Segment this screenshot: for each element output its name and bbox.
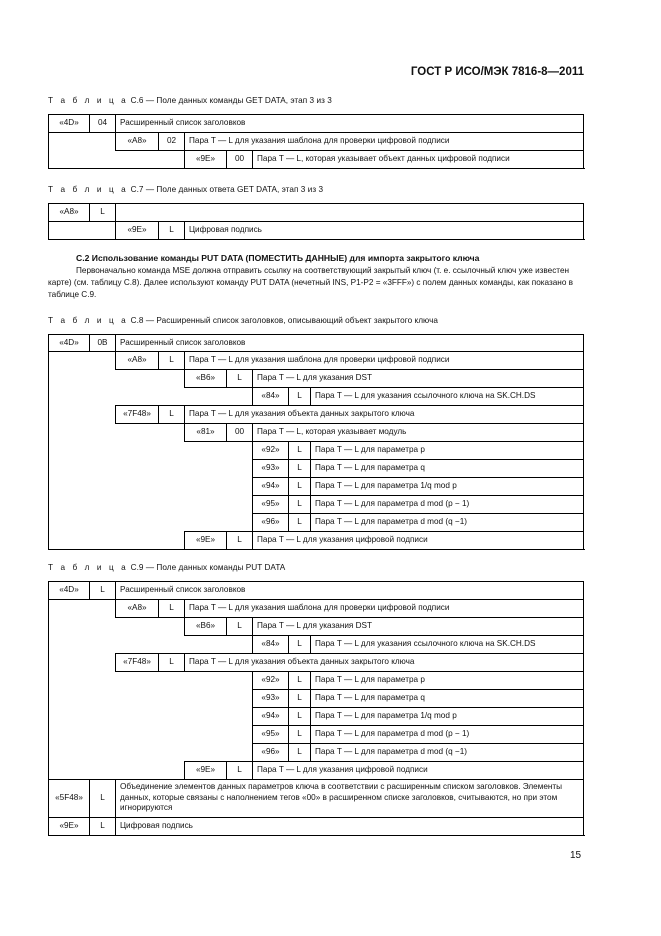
tag-cell: «95» xyxy=(252,495,288,513)
table-row xyxy=(48,725,584,743)
rule-line xyxy=(115,150,584,151)
value-cell: Пара T — L для указания шаблона для проверки цифровой подписи xyxy=(184,599,584,617)
value-cell: Пара T — L для указания объекта данных закрытого ключа xyxy=(184,405,584,423)
tag-cell: «92» xyxy=(252,671,288,689)
table-row xyxy=(48,351,584,369)
value-cell: Пара T — L для параметра q xyxy=(310,459,584,477)
tag-cell: «7F48» xyxy=(115,653,158,671)
value-cell: Пара T — L для указания цифровой подписи xyxy=(252,531,584,549)
tag-cell: «9E» xyxy=(184,531,226,549)
length-cell: L xyxy=(288,725,310,743)
value-cell: Пара T — L для указания шаблона для проверки цифровой подписи xyxy=(184,132,584,150)
tag-cell: «7F48» xyxy=(115,405,158,423)
rule-line xyxy=(184,761,584,762)
rule-line xyxy=(252,689,584,690)
caption-label: Т а б л и ц а xyxy=(48,185,129,194)
value-cell: Пара T — L для параметра 1/q mod p xyxy=(310,707,584,725)
rule-line xyxy=(184,387,584,388)
rule-line xyxy=(115,369,584,370)
tag-cell: «84» xyxy=(252,387,288,405)
length-cell: L xyxy=(288,441,310,459)
left-border xyxy=(48,334,49,549)
value-cell: Пара T — L для указания DST xyxy=(252,617,584,635)
rule-line xyxy=(252,743,584,744)
table-row xyxy=(48,531,584,549)
tag-cell: «B6» xyxy=(184,617,226,635)
table-row xyxy=(48,779,584,817)
caption-text: C.9 — Поле данных команды PUT DATA xyxy=(130,563,286,572)
tag-cell: «93» xyxy=(252,459,288,477)
caption-text: C.6 — Поле данных команды GET DATA, этап 3 из 3 xyxy=(130,96,332,105)
page-number: 15 xyxy=(570,850,582,861)
rule-line xyxy=(115,671,584,672)
value-cell xyxy=(115,203,584,221)
tag-cell: «96» xyxy=(252,513,288,531)
value-cell: Расширенный список заголовков xyxy=(115,114,584,132)
tag-cell: «4D» xyxy=(48,334,89,351)
rule-line xyxy=(48,835,585,836)
table-row xyxy=(48,114,584,132)
value-cell: Пара T — L для параметра q xyxy=(310,689,584,707)
table-row xyxy=(48,761,584,779)
length-cell: L xyxy=(288,477,310,495)
length-cell: 0B xyxy=(89,334,115,351)
caption-label: Т а б л и ц а xyxy=(48,563,129,572)
tag-cell: «81» xyxy=(184,423,226,441)
table-row xyxy=(48,617,584,635)
value-cell: Пара T — L, которая указывает объект данных цифровой подписи xyxy=(252,150,584,168)
length-cell: L xyxy=(288,689,310,707)
table-row xyxy=(48,387,584,405)
tag-cell: «95» xyxy=(252,725,288,743)
rule-line xyxy=(48,599,584,600)
table-c9 xyxy=(48,581,584,835)
tag-cell: «4D» xyxy=(48,114,89,132)
value-cell: Пара T — L для указания ссылочного ключа на SK.CH.DS xyxy=(310,387,584,405)
rule-line xyxy=(252,513,584,514)
rule-line xyxy=(115,423,584,424)
table-row xyxy=(48,817,584,835)
value-cell: Пара T — L, которая указывает модуль xyxy=(252,423,584,441)
section-paragraph xyxy=(48,265,584,301)
value-cell: Пара T — L для указания объекта данных закрытого ключа xyxy=(184,653,584,671)
table-row xyxy=(48,743,584,761)
length-cell: L xyxy=(89,779,115,817)
tag-cell: «A8» xyxy=(115,599,158,617)
table-row xyxy=(48,150,584,168)
length-cell: L xyxy=(158,405,184,423)
table-row xyxy=(48,495,584,513)
tag-cell: «A8» xyxy=(115,351,158,369)
rule-line xyxy=(252,725,584,726)
rule-line xyxy=(115,617,584,618)
value-cell: Пара T — L для указания цифровой подписи xyxy=(252,761,584,779)
table-row xyxy=(48,635,584,653)
value-cell: Пара T — L для параметра p xyxy=(310,671,584,689)
rule-line xyxy=(48,351,584,352)
value-cell: Пара T — L для параметра 1/q mod p xyxy=(310,477,584,495)
length-cell: L xyxy=(288,387,310,405)
tag-cell: «96» xyxy=(252,743,288,761)
tag-cell: «5F48» xyxy=(48,779,89,817)
table-c9-caption xyxy=(48,563,285,572)
length-cell: L xyxy=(288,743,310,761)
length-cell: L xyxy=(288,707,310,725)
table-row xyxy=(48,423,584,441)
table-row xyxy=(48,513,584,531)
rule-line xyxy=(48,779,584,780)
rule-line xyxy=(48,168,585,169)
value-cell: Расширенный список заголовков xyxy=(115,581,584,599)
length-cell: L xyxy=(158,351,184,369)
left-border xyxy=(48,581,49,835)
rule-line xyxy=(252,495,584,496)
rule-line xyxy=(48,581,584,582)
rule-line xyxy=(252,707,584,708)
value-cell: Пара T — L для параметра d mod (q −1) xyxy=(310,513,584,531)
section-heading: C.2 Использование команды PUT DATA (ПОМЕСТИТЬ ДАННЫЕ) для импорта закрытого ключа xyxy=(76,253,480,263)
table-row xyxy=(48,441,584,459)
tag-cell: «A8» xyxy=(115,132,158,150)
value-cell: Пара T — L для указания шаблона для проверки цифровой подписи xyxy=(184,351,584,369)
length-cell: L xyxy=(158,599,184,617)
rule-line xyxy=(184,635,584,636)
rule-line xyxy=(252,459,584,460)
length-cell: L xyxy=(226,761,252,779)
rule-line xyxy=(184,531,584,532)
tag-cell: «84» xyxy=(252,635,288,653)
table-c8 xyxy=(48,334,584,549)
value-cell: Объединение элементов данных параметров ключа в соответствии с расширенным списком заголовков. Элементы данных, которые связаны с наполнением тегов «00» в расширенном списке заголовков, считываются, но при этом игнорируются xyxy=(115,779,584,817)
table-c7-caption xyxy=(48,185,323,194)
table-row xyxy=(48,221,584,239)
rule-line xyxy=(115,653,584,654)
left-border xyxy=(48,203,49,239)
length-cell: L xyxy=(288,495,310,513)
table-row xyxy=(48,203,584,221)
table-c6-caption xyxy=(48,96,332,105)
table-row xyxy=(48,599,584,617)
rule-line xyxy=(48,549,585,550)
length-cell: 00 xyxy=(226,423,252,441)
tag-cell: «9E» xyxy=(184,761,226,779)
document-header: ГОСТ Р ИСО/МЭК 7816-8—2011 xyxy=(410,66,584,78)
table-row xyxy=(48,653,584,671)
rule-line xyxy=(48,817,584,818)
length-cell: L xyxy=(89,817,115,835)
table-row xyxy=(48,334,584,351)
table-c6 xyxy=(48,114,584,168)
tag-cell: «9E» xyxy=(184,150,226,168)
length-cell: 04 xyxy=(89,114,115,132)
table-row xyxy=(48,477,584,495)
rule-line xyxy=(48,221,584,222)
length-cell: L xyxy=(288,513,310,531)
tag-cell: «9E» xyxy=(48,817,89,835)
caption-text: C.8 — Расширенный список заголовков, описывающий объект закрытого ключа xyxy=(130,316,438,325)
table-row xyxy=(48,369,584,387)
length-cell: L xyxy=(288,635,310,653)
rule-line xyxy=(48,239,585,240)
tag-cell: «9E» xyxy=(115,221,158,239)
caption-label: Т а б л и ц а xyxy=(48,316,129,325)
rule-line xyxy=(48,334,584,335)
table-row xyxy=(48,132,584,150)
table-row xyxy=(48,671,584,689)
rule-line xyxy=(115,405,584,406)
value-cell: Пара T — L для параметра p xyxy=(310,441,584,459)
value-cell: Пара T — L для параметра d mod (q −1) xyxy=(310,743,584,761)
rule-line xyxy=(48,114,584,115)
length-cell: 00 xyxy=(226,150,252,168)
tag-cell: «B6» xyxy=(184,369,226,387)
rule-line xyxy=(252,477,584,478)
rule-line xyxy=(48,203,584,204)
tag-cell: «94» xyxy=(252,707,288,725)
tag-cell: «92» xyxy=(252,441,288,459)
length-cell: L xyxy=(158,221,184,239)
table-row xyxy=(48,459,584,477)
value-cell: Пара T — L для параметра d mod (p − 1) xyxy=(310,725,584,743)
value-cell: Цифровая подпись xyxy=(184,221,584,239)
table-c7 xyxy=(48,203,584,239)
rule-line xyxy=(48,132,584,133)
length-cell: L xyxy=(89,203,115,221)
tag-cell: «93» xyxy=(252,689,288,707)
value-cell: Пара T — L для параметра d mod (p − 1) xyxy=(310,495,584,513)
value-cell: Цифровая подпись xyxy=(115,817,584,835)
value-cell: Пара T — L для указания DST xyxy=(252,369,584,387)
table-row xyxy=(48,689,584,707)
length-cell: L xyxy=(226,369,252,387)
caption-label: Т а б л и ц а xyxy=(48,96,129,105)
paragraph-text: Первоначально команда MSE должна отправить ссылку на соответствующий закрытый ключ (т. е. ссылочный ключ уже известен карте) (см. таблицу C.8). Далее используют команду PUT DATA (нечетный INS, P1-P2 = «3FFF») с полем данных команды, как показано в таблице C.9. xyxy=(48,266,573,299)
length-cell: 02 xyxy=(158,132,184,150)
table-c8-caption xyxy=(48,316,438,325)
table-row xyxy=(48,581,584,599)
length-cell: L xyxy=(226,531,252,549)
caption-text: C.7 — Поле данных ответа GET DATA, этап 3 из 3 xyxy=(130,185,324,194)
value-cell: Пара T — L для указания ссылочного ключа на SK.CH.DS xyxy=(310,635,584,653)
rule-line xyxy=(184,441,584,442)
value-cell: Расширенный список заголовков xyxy=(115,334,584,351)
length-cell: L xyxy=(89,581,115,599)
length-cell: L xyxy=(288,459,310,477)
tag-cell: «A8» xyxy=(48,203,89,221)
length-cell: L xyxy=(288,671,310,689)
table-row xyxy=(48,405,584,423)
length-cell: L xyxy=(226,617,252,635)
left-border xyxy=(48,114,49,168)
tag-cell: «94» xyxy=(252,477,288,495)
table-row xyxy=(48,707,584,725)
length-cell: L xyxy=(158,653,184,671)
tag-cell: «4D» xyxy=(48,581,89,599)
